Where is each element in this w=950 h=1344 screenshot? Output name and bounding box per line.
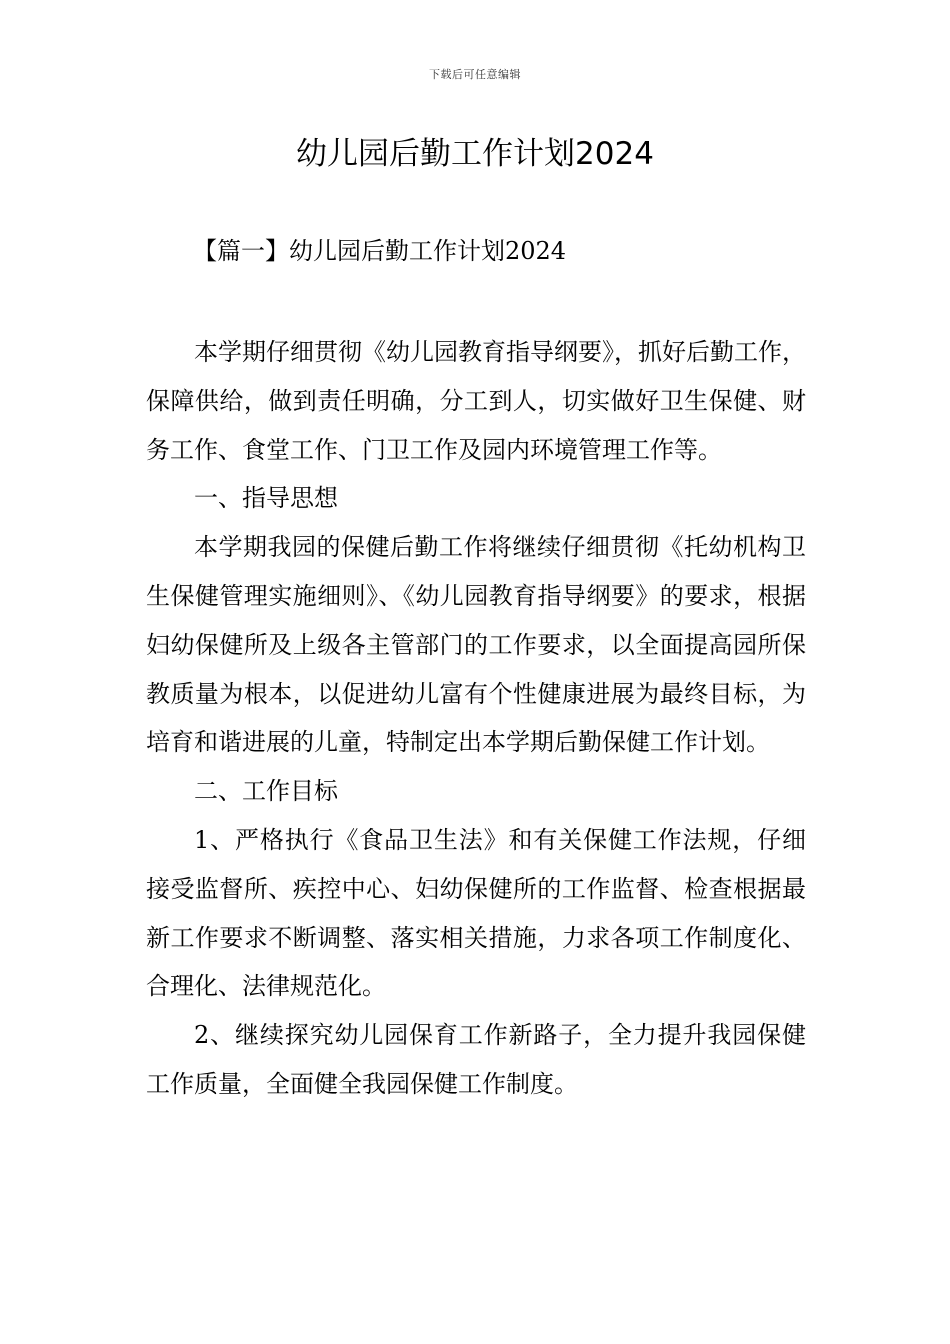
intro-paragraph: 本学期仔细贯彻《幼儿园教育指导纲要》，抓好后勤工作，保障供给，做到责任明确，分工到人，切实做好卫生保健、财务工作、食堂工作、门卫工作及园内环境管理工作等。 — [146, 338, 806, 464]
guiding-ideology-heading: 一、指导思想 — [194, 484, 338, 513]
work-goals-heading: 二、工作目标 — [194, 777, 338, 806]
goal-item-1: 1、严格执行《食品卫生法》和有关保健工作法规，仔细接受监督所、疾控中心、妇幼保健所的工作监督、检查根据最新工作要求不断调整、落实相关措施，力求各项工作制度化、合理化、法律规范化。 — [146, 825, 806, 1001]
document-body — [146, 328, 806, 1109]
header-note: 下载后可任意编辑 — [429, 68, 521, 81]
section-heading: 【篇一】幼儿园后勤工作计划2024 — [193, 237, 567, 265]
document-title: 幼儿园后勤工作计划2024 — [296, 136, 654, 172]
guiding-ideology-paragraph: 本学期我园的保健后勤工作将继续仔细贯彻《托幼机构卫生保健管理实施细则》、《幼儿园教育指导纲要》的要求，根据妇幼保健所及上级各主管部门的工作要求，以全面提高园所保教质量为根本，以促进幼儿富有个性健康进展为最终目标，为培育和谐进展的儿童，特制定出本学期后勤保健工作计划。 — [146, 533, 806, 757]
goal-item-2: 2、继续探究幼儿园保育工作新路子，全力提升我园保健工作质量，全面健全我园保健工作制度。 — [146, 1021, 806, 1098]
